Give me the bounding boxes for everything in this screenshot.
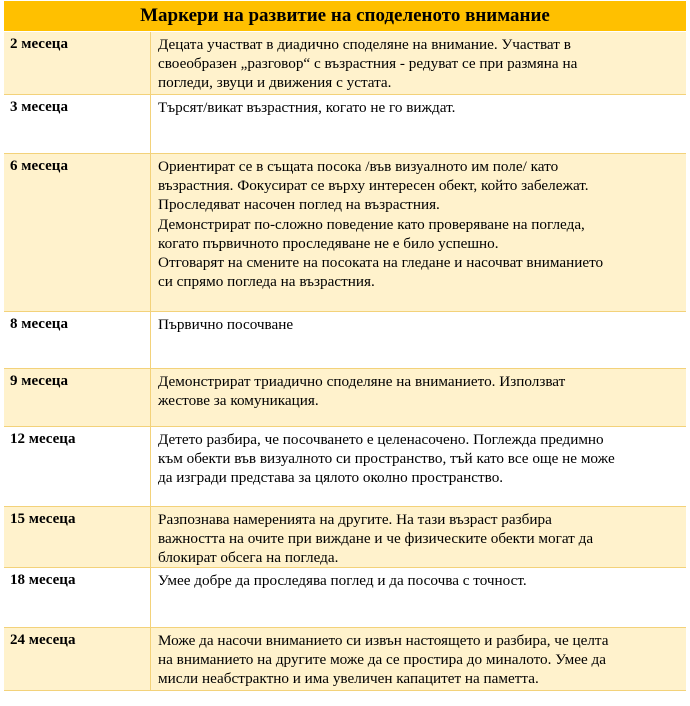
description-line: своеобразен „разговор“ с възрастния - редуват се при размяна на: [158, 55, 578, 73]
description-line: Отговарят на смените на посоката на гледане и насочват вниманието: [158, 254, 604, 272]
table-row: [4, 95, 686, 154]
table-row: [4, 312, 686, 369]
description-line: Проследяват насочен поглед на възрастния.: [158, 196, 440, 214]
description-cell: [151, 154, 686, 311]
description-line: към обекти във визуалното си пространство, тъй като все още не може: [158, 450, 615, 468]
description-cell: [151, 568, 686, 627]
description-line: Търсят/викат възрастния, когато не го виждат.: [158, 99, 456, 116]
description-line: Първично посочване: [158, 316, 294, 333]
table-row: [4, 32, 686, 95]
description-cell: [151, 628, 686, 690]
description-line: на вниманието на другите може да се простира до миналото. Умее да: [158, 651, 607, 669]
table-row: [4, 154, 686, 312]
age-cell: 9 месеца: [4, 369, 151, 426]
description-cell: [151, 32, 686, 94]
description-cell: [151, 427, 686, 506]
description-line: погледи, звуци и движения с устата.: [158, 74, 392, 92]
description-cell: [151, 95, 686, 153]
age-cell: 24 месеца: [4, 628, 151, 690]
age-cell: 18 месеца: [4, 568, 151, 627]
age-cell: 2 месеца: [4, 32, 151, 94]
description-line: си спрямо погледа на възрастния.: [158, 273, 375, 291]
description-line: Ориентират се в същата посока /във визуалното им поле/ като: [158, 158, 559, 175]
description-line: Умее добре да проследява поглед и да посочва с точност.: [158, 572, 527, 589]
description-cell: [151, 507, 686, 567]
table-row: [4, 507, 686, 568]
description-line: жестове за комуникация.: [158, 392, 319, 410]
table-row: [4, 628, 686, 691]
description-line: мисли неабстрактно и има увеличен капацитет на паметта.: [158, 670, 539, 688]
description-cell: [151, 369, 686, 426]
description-line: когато първичното проследяване не е било успешно.: [158, 234, 499, 252]
description-line: Детето разбира, че посочването е целенасочено. Поглежда предимно: [158, 431, 604, 448]
description-line: Демонстрират триадично споделяне на вниманието. Използват: [158, 373, 566, 390]
description-line: Разпознава намеренията на другите. На тази възраст разбира: [158, 511, 552, 528]
age-cell: 15 месеца: [4, 507, 151, 567]
description-cell: [151, 312, 686, 368]
age-cell: 3 месеца: [4, 95, 151, 153]
age-cell: 8 месеца: [4, 312, 151, 368]
age-cell: 6 месеца: [4, 154, 151, 311]
table-title: Маркери на развитие на споделеното внимание: [4, 1, 686, 32]
age-cell: 12 месеца: [4, 427, 151, 506]
description-line: Демонстрират по-сложно поведение като проверяване на погледа,: [158, 215, 585, 233]
description-line: важността на очите при виждане и че физическите обекти могат да: [158, 530, 594, 548]
table-row: [4, 427, 686, 507]
milestones-table: [4, 1, 686, 691]
table-row: [4, 568, 686, 628]
description-line: Децата участват в диадично споделяне на внимание. Участват в: [158, 36, 571, 53]
description-line: Може да насочи вниманието си извън настоящето и разбира, че целта: [158, 632, 609, 649]
table-row: [4, 369, 686, 427]
description-line: блокират обсега на погледа.: [158, 549, 339, 567]
description-line: да изгради представа за цялото околно пространство.: [158, 469, 504, 487]
description-line: възрастния. Фокусират се върху интересен обект, който забележат.: [158, 177, 589, 195]
